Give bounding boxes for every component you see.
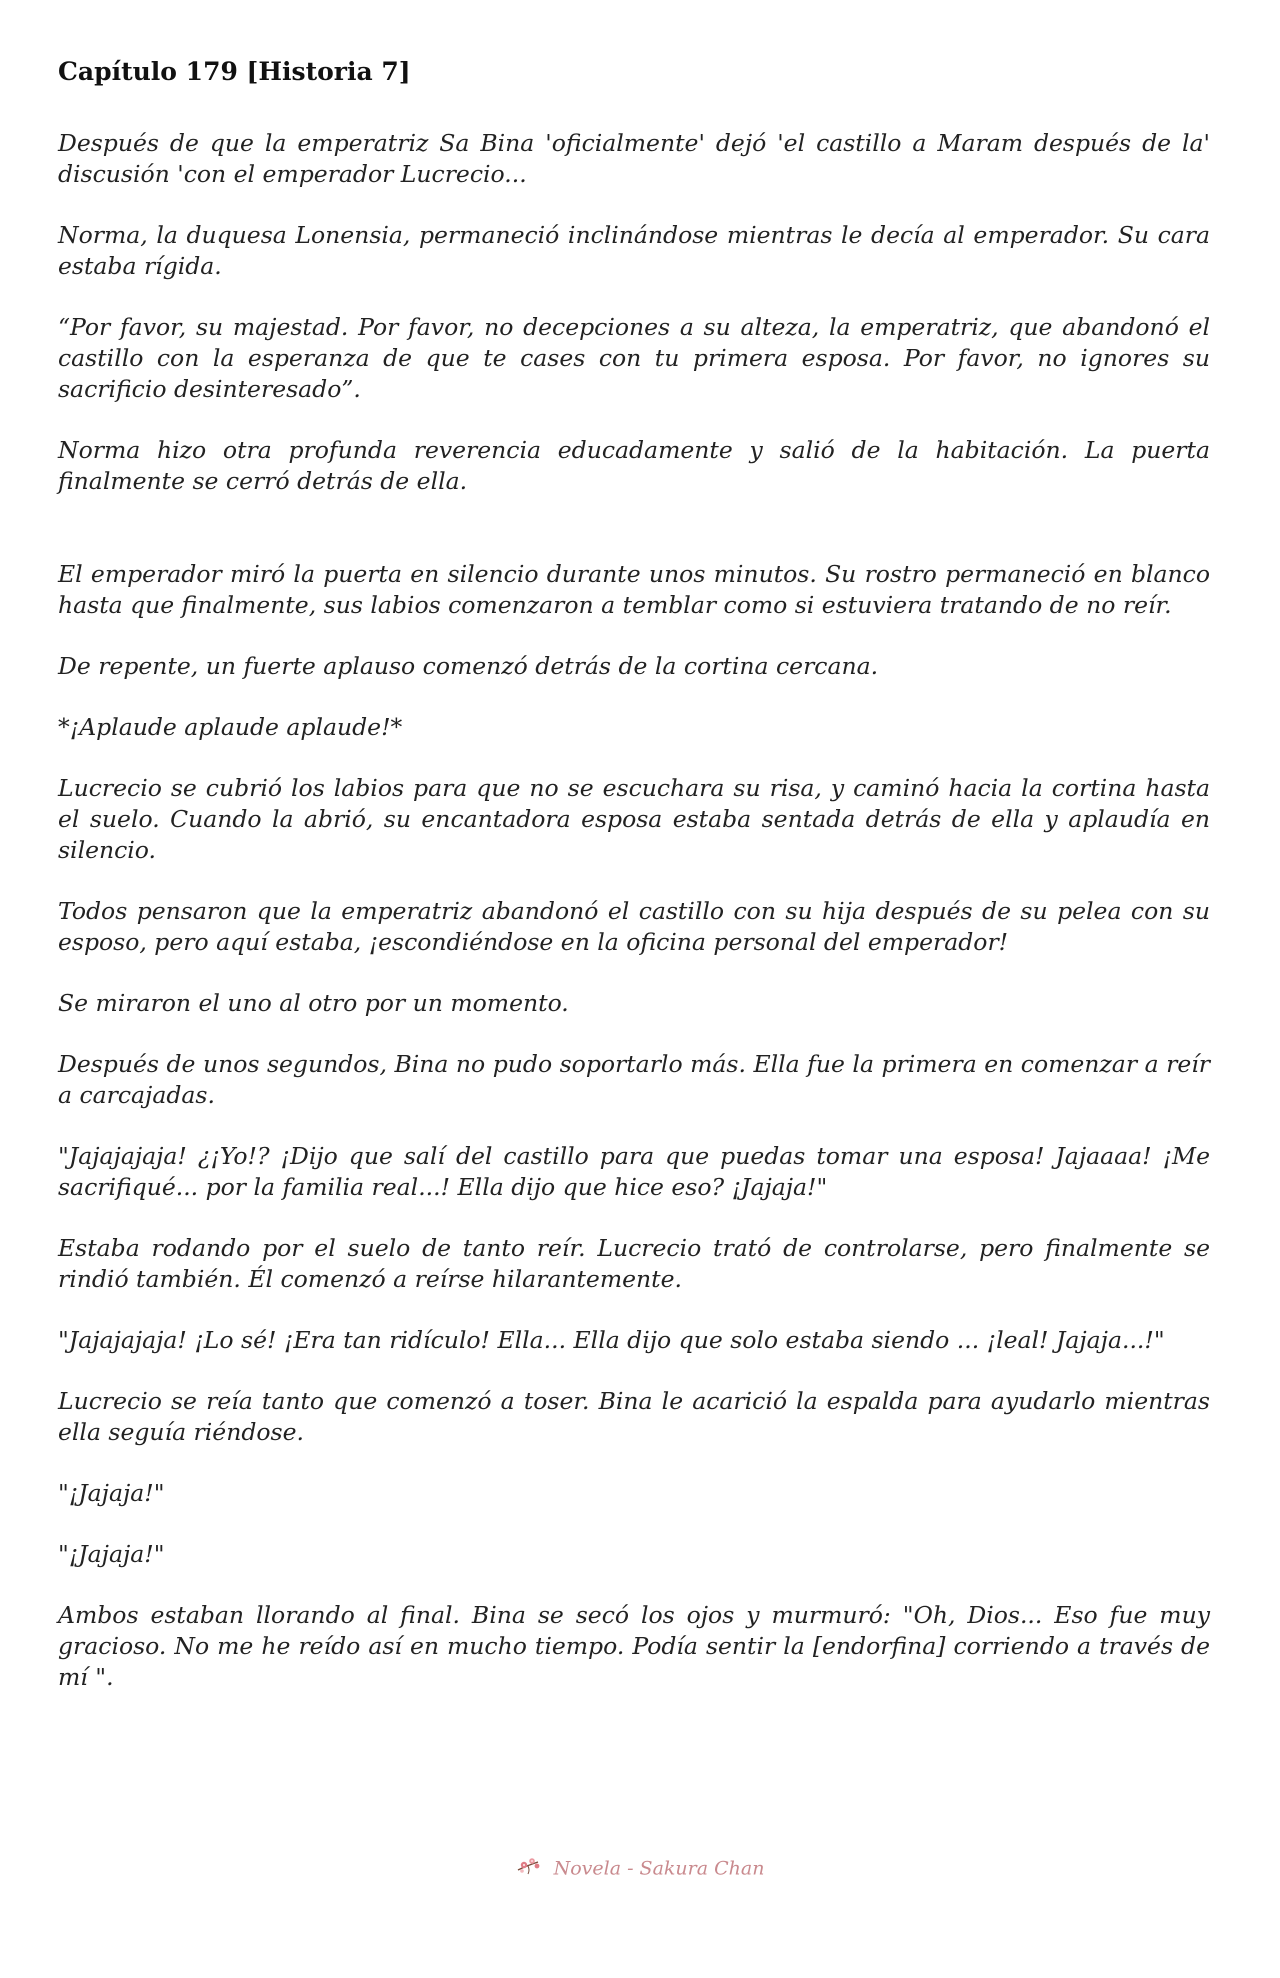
paragraph: Después de que la emperatriz Sa Bina 'oficialmente' dejó 'el castillo a Maram después de la' discusión 'con el emperador Lucrecio...: [58, 129, 1210, 188]
paragraph: "¡Jajaja!": [58, 1479, 165, 1507]
watermark-footer: [0, 1856, 1280, 1881]
paragraph: Estaba rodando por el suelo de tanto reír. Lucrecio trató de controlarse, pero finalmente se rindió también. Él comenzó a reírse hilarantemente.: [58, 1234, 1210, 1293]
paragraph: Se miraron el uno al otro por un momento.: [58, 989, 569, 1017]
chapter-title: Capítulo 179 [Historia 7]: [58, 57, 411, 86]
chapter-page: [58, 56, 1210, 1723]
watermark-text: Novela - Sakura Chan: [553, 1857, 765, 1880]
paragraph: Después de unos segundos, Bina no pudo soportarlo más. Ella fue la primera en comenzar a reír a carcajadas.: [58, 1050, 1210, 1109]
paragraph: "¡Jajaja!": [58, 1540, 165, 1568]
paragraph: Ambos estaban llorando al final. Bina se secó los ojos y murmuró: "Oh, Dios... Eso fue muy gracioso. No me he reído así en mucho tiempo. Podía sentir la [endorfina] corriendo a través de mí ".: [58, 1601, 1210, 1691]
paragraph: El emperador miró la puerta en silencio durante unos minutos. Su rostro permaneció en blanco hasta que finalmente, sus labios comenzaron a temblar como si estuviera tratando de no reír.: [58, 560, 1210, 619]
paragraph: Norma hizo otra profunda reverencia educadamente y salió de la habitación. La puerta finalmente se cerró detrás de ella.: [58, 436, 1210, 495]
paragraph: “Por favor, su majestad. Por favor, no decepciones a su alteza, la emperatriz, que abandonó el castillo con la esperanza de que te cases con tu primera esposa. Por favor, no ignores su sacrificio desinteresado”.: [58, 313, 1210, 403]
paragraph: Norma, la duquesa Lonensia, permaneció inclinándose mientras le decía al emperador. Su cara estaba rígida.: [58, 221, 1210, 280]
paragraph: Todos pensaron que la emperatriz abandonó el castillo con su hija después de su pelea con su esposo, pero aquí estaba, ¡escondiéndose en la oficina personal del emperador!: [58, 897, 1210, 956]
paragraph: "Jajajajaja! ¿¡Yo!? ¡Dijo que salí del castillo para que puedas tomar una esposa! Jajaaaa! ¡Me sacrifiqué... por la familia real...! Ella dijo que hice eso? ¡Jajaja!": [58, 1142, 1210, 1201]
paragraph: *¡Aplaude aplaude aplaude!*: [58, 713, 403, 741]
paragraph: Lucrecio se reía tanto que comenzó a toser. Bina le acarició la espalda para ayudarlo mientras ella seguía riéndose.: [58, 1387, 1210, 1446]
paragraph: "Jajajajaja! ¡Lo sé! ¡Era tan ridículo! Ella... Ella dijo que solo estaba siendo ... ¡leal! Jajaja...!": [58, 1326, 1165, 1354]
paragraph: De repente, un fuerte aplauso comenzó detrás de la cortina cercana.: [58, 652, 879, 680]
paragraph: Lucrecio se cubrió los labios para que no se escuchara su risa, y caminó hacia la cortina hasta el suelo. Cuando la abrió, su encantadora esposa estaba sentada detrás de ella y aplaudía en silencio.: [58, 774, 1210, 864]
cherry-blossom-icon: [516, 1856, 542, 1881]
